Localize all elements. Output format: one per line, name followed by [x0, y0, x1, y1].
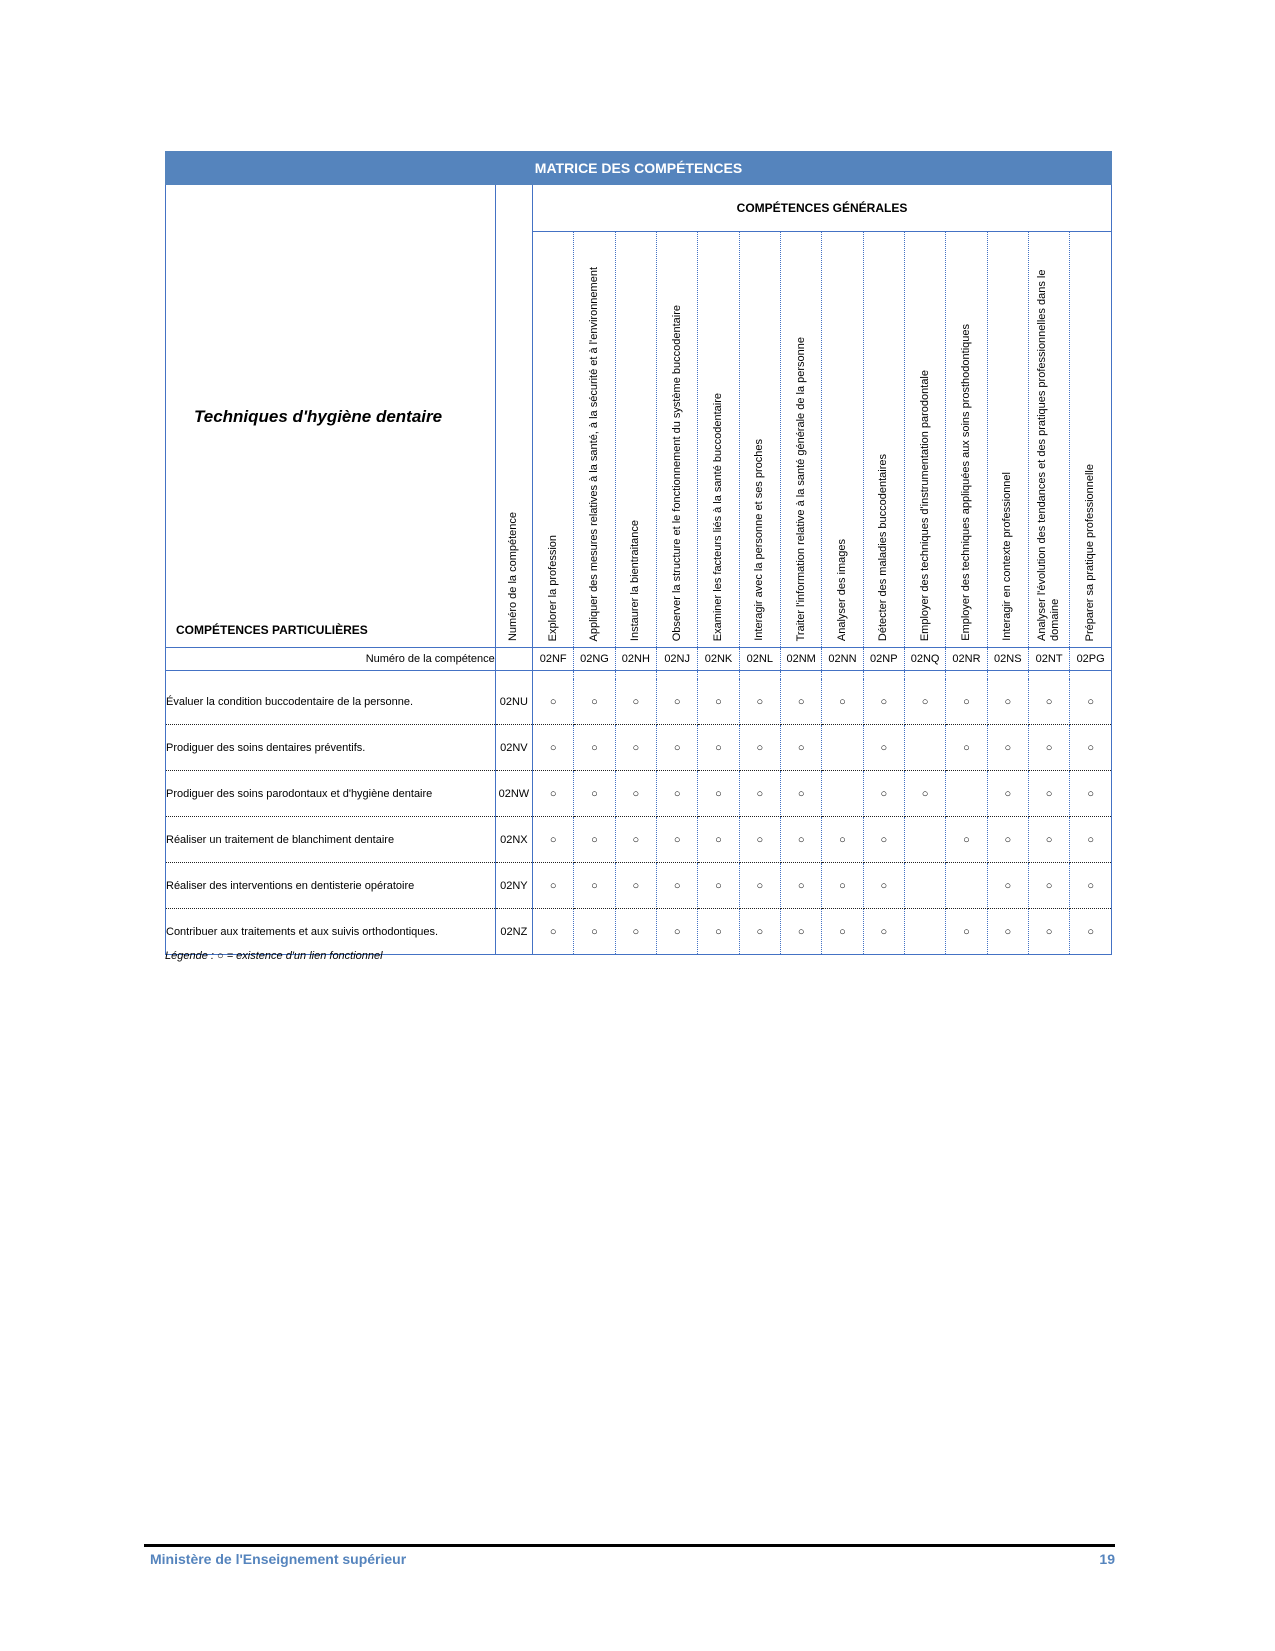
general-competency-label: Détecter des maladies buccodentaires — [877, 453, 890, 641]
spacer-cell — [822, 671, 863, 680]
link-marker: ○ — [657, 817, 698, 863]
link-marker: ○ — [780, 817, 821, 863]
link-marker: ○ — [863, 909, 904, 955]
link-marker: ○ — [615, 771, 656, 817]
link-marker: ○ — [698, 863, 739, 909]
link-marker: ○ — [863, 863, 904, 909]
link-marker: ○ — [615, 725, 656, 771]
numero-competence-header-cell — [495, 185, 532, 648]
particular-competency-code: 02NY — [495, 863, 532, 909]
link-marker: ○ — [574, 863, 615, 909]
link-marker: ○ — [1070, 817, 1112, 863]
spacer-cell — [533, 671, 574, 680]
spacer-cell — [495, 671, 532, 680]
link-marker: ○ — [1028, 725, 1069, 771]
matrix-title: MATRICE DES COMPÉTENCES — [166, 152, 1112, 185]
link-marker: ○ — [574, 817, 615, 863]
link-marker: ○ — [863, 725, 904, 771]
link-marker: ○ — [739, 679, 780, 725]
spacer-row — [166, 671, 1112, 680]
link-marker: ○ — [574, 771, 615, 817]
link-marker: ○ — [533, 771, 574, 817]
competency-matrix — [165, 151, 1112, 955]
spacer-cell — [1070, 671, 1112, 680]
link-marker: ○ — [780, 725, 821, 771]
link-marker: ○ — [698, 817, 739, 863]
link-marker: ○ — [1028, 909, 1069, 955]
link-marker: ○ — [698, 909, 739, 955]
table-row — [166, 725, 1112, 771]
general-competency-label: Traiter l'information relative à la santé générale de la personne — [794, 336, 807, 641]
link-marker: ○ — [533, 817, 574, 863]
link-marker: ○ — [615, 817, 656, 863]
link-marker: ○ — [698, 679, 739, 725]
link-marker: ○ — [863, 679, 904, 725]
general-competency-code: 02NF — [533, 648, 574, 671]
link-marker: ○ — [657, 679, 698, 725]
link-marker: ○ — [822, 863, 863, 909]
link-marker: ○ — [822, 817, 863, 863]
particular-competency-code: 02NV — [495, 725, 532, 771]
link-marker — [946, 771, 987, 817]
page-number: 19 — [1099, 1551, 1115, 1567]
link-marker: ○ — [574, 725, 615, 771]
link-marker: ○ — [533, 863, 574, 909]
link-marker: ○ — [698, 725, 739, 771]
table-row — [166, 679, 1112, 725]
link-marker: ○ — [822, 909, 863, 955]
general-competency-code: 02NN — [822, 648, 863, 671]
spacer-cell — [987, 671, 1028, 680]
link-marker: ○ — [780, 863, 821, 909]
link-marker — [904, 725, 945, 771]
link-marker: ○ — [533, 679, 574, 725]
general-competency-label: Observer la structure et le fonctionnement du système buccodentaire — [670, 304, 683, 641]
general-competency-label: Analyser l'évolution des tendances et des pratiques professionnelles dans le domaine — [1036, 269, 1062, 641]
link-marker: ○ — [1028, 863, 1069, 909]
general-competency-label: Employer des techniques d'instrumentation parodontale — [918, 369, 931, 641]
general-competency-header — [533, 232, 574, 648]
particular-competency-label: Évaluer la condition buccodentaire de la personne. — [166, 679, 496, 725]
link-marker: ○ — [698, 771, 739, 817]
general-competency-code: 02NH — [615, 648, 656, 671]
particular-competency-code: 02NX — [495, 817, 532, 863]
general-competency-code: 02NJ — [657, 648, 698, 671]
general-competency-label: Analyser des images — [835, 538, 848, 641]
general-competency-code: 02NR — [946, 648, 987, 671]
general-competency-header — [780, 232, 821, 648]
link-marker: ○ — [657, 725, 698, 771]
spacer-cell — [657, 671, 698, 680]
link-marker — [904, 817, 945, 863]
footer-rule — [144, 1544, 1115, 1547]
link-marker: ○ — [863, 817, 904, 863]
general-competency-header — [574, 232, 615, 648]
code-row-empty — [495, 648, 532, 671]
general-competency-header — [822, 232, 863, 648]
link-marker: ○ — [987, 817, 1028, 863]
link-marker: ○ — [780, 909, 821, 955]
general-competency-header — [987, 232, 1028, 648]
general-competency-code: 02NK — [698, 648, 739, 671]
general-competency-header — [863, 232, 904, 648]
general-competency-label: Examiner les facteurs liés à la santé buccodentaire — [711, 392, 724, 641]
link-marker — [904, 863, 945, 909]
link-marker: ○ — [657, 909, 698, 955]
particular-competency-label: Réaliser des interventions en dentisterie opératoire — [166, 863, 496, 909]
numero-competence-header: Numéro de la compétence — [507, 511, 520, 641]
code-row — [166, 648, 1112, 671]
link-marker: ○ — [1070, 771, 1112, 817]
general-competency-label: Employer des techniques appliquées aux soins prosthodontiques — [959, 324, 972, 641]
general-competency-code: 02NM — [780, 648, 821, 671]
header-left-cell — [166, 185, 496, 648]
general-competency-code: 02NQ — [904, 648, 945, 671]
table-row — [166, 771, 1112, 817]
link-marker: ○ — [946, 725, 987, 771]
link-marker: ○ — [1028, 817, 1069, 863]
program-title: Techniques d'hygiène dentaire — [194, 407, 443, 426]
table-row — [166, 863, 1112, 909]
link-marker — [822, 771, 863, 817]
link-marker: ○ — [946, 817, 987, 863]
general-competency-label: Préparer sa pratique professionnelle — [1084, 463, 1097, 641]
spacer-cell — [615, 671, 656, 680]
link-marker: ○ — [615, 909, 656, 955]
link-marker: ○ — [574, 679, 615, 725]
link-marker: ○ — [987, 725, 1028, 771]
link-marker: ○ — [657, 863, 698, 909]
particular-competency-label: Réaliser un traitement de blanchiment dentaire — [166, 817, 496, 863]
link-marker: ○ — [739, 817, 780, 863]
link-marker: ○ — [1070, 909, 1112, 955]
particular-competency-code: 02NU — [495, 679, 532, 725]
general-competency-code: 02NP — [863, 648, 904, 671]
link-marker: ○ — [987, 863, 1028, 909]
link-marker: ○ — [946, 679, 987, 725]
general-competency-header — [615, 232, 656, 648]
footer-ministry: Ministère de l'Enseignement supérieur — [150, 1551, 407, 1567]
particular-competency-label: Prodiguer des soins dentaires préventifs. — [166, 725, 496, 771]
link-marker: ○ — [533, 725, 574, 771]
general-competency-code: 02NT — [1028, 648, 1069, 671]
general-competency-code: 02PG — [1070, 648, 1112, 671]
link-marker — [822, 725, 863, 771]
spacer-cell — [166, 671, 496, 680]
spacer-cell — [863, 671, 904, 680]
general-competency-header — [1028, 232, 1069, 648]
link-marker: ○ — [987, 909, 1028, 955]
link-marker: ○ — [863, 771, 904, 817]
numero-de-la-competence-label: Numéro de la compétence — [166, 648, 496, 671]
legend: Légende : ○ = existence d'un lien fonctionnel — [165, 950, 383, 962]
general-competency-label: Interagir en contexte professionnel — [1001, 472, 1014, 641]
link-marker: ○ — [615, 863, 656, 909]
table-row — [166, 817, 1112, 863]
general-competency-code: 02NS — [987, 648, 1028, 671]
link-marker: ○ — [1070, 863, 1112, 909]
link-marker: ○ — [780, 771, 821, 817]
table-row — [166, 909, 1112, 955]
link-marker: ○ — [657, 771, 698, 817]
spacer-cell — [698, 671, 739, 680]
general-competency-header — [739, 232, 780, 648]
spacer-cell — [904, 671, 945, 680]
link-marker: ○ — [822, 679, 863, 725]
link-marker: ○ — [574, 909, 615, 955]
link-marker: ○ — [904, 771, 945, 817]
general-competency-header — [698, 232, 739, 648]
link-marker: ○ — [533, 909, 574, 955]
link-marker — [946, 863, 987, 909]
link-marker: ○ — [987, 771, 1028, 817]
link-marker: ○ — [946, 909, 987, 955]
spacer-cell — [739, 671, 780, 680]
link-marker: ○ — [1070, 679, 1112, 725]
general-competency-header — [657, 232, 698, 648]
particular-competency-code: 02NW — [495, 771, 532, 817]
link-marker: ○ — [904, 679, 945, 725]
spacer-cell — [1028, 671, 1069, 680]
link-marker — [904, 909, 945, 955]
general-competency-code: 02NL — [739, 648, 780, 671]
link-marker: ○ — [615, 679, 656, 725]
general-competency-header — [946, 232, 987, 648]
link-marker: ○ — [739, 909, 780, 955]
spacer-cell — [946, 671, 987, 680]
link-marker: ○ — [1028, 771, 1069, 817]
general-competency-label: Explorer la profession — [546, 534, 559, 641]
link-marker: ○ — [1028, 679, 1069, 725]
link-marker: ○ — [739, 771, 780, 817]
spacer-cell — [574, 671, 615, 680]
general-competency-code: 02NG — [574, 648, 615, 671]
particular-competency-label: Prodiguer des soins parodontaux et d'hygiène dentaire — [166, 771, 496, 817]
link-marker: ○ — [780, 679, 821, 725]
general-competency-header — [1070, 232, 1112, 648]
general-competency-label: Interagir avec la personne et ses proches — [753, 439, 766, 641]
general-competency-header — [904, 232, 945, 648]
link-marker: ○ — [987, 679, 1028, 725]
general-competency-label: Instaurer la bientraitance — [629, 519, 642, 641]
particular-competencies-header: COMPÉTENCES PARTICULIÈRES — [176, 623, 368, 637]
particular-competency-code: 02NZ — [495, 909, 532, 955]
link-marker: ○ — [1070, 725, 1112, 771]
spacer-cell — [780, 671, 821, 680]
particular-competency-label: Contribuer aux traitements et aux suivis orthodontiques. — [166, 909, 496, 955]
link-marker: ○ — [739, 725, 780, 771]
general-competency-label: Appliquer des mesures relatives à la santé, à la sécurité et à l'environnement — [588, 266, 600, 641]
link-marker: ○ — [739, 863, 780, 909]
general-competencies-header: COMPÉTENCES GÉNÉRALES — [533, 185, 1112, 232]
